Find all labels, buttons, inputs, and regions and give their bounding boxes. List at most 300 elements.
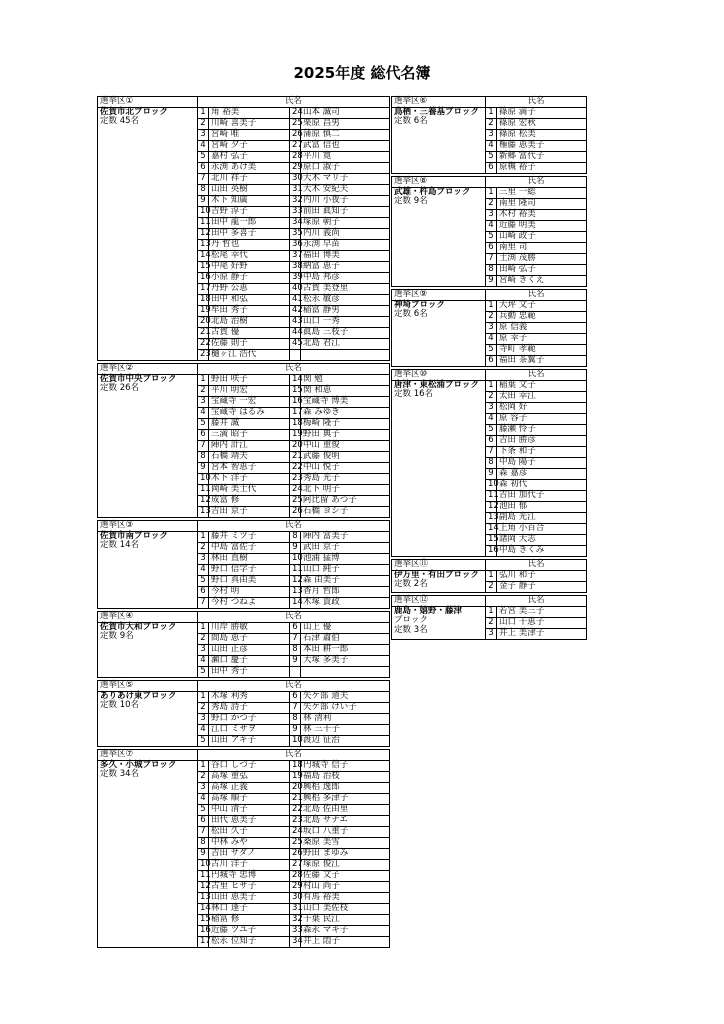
member-name: 関 和恵	[301, 386, 390, 397]
member-number: 9	[198, 849, 209, 860]
member-name: 野田 まゆみ	[301, 849, 390, 860]
member-number: 17	[290, 408, 301, 419]
table-row	[98, 108, 390, 119]
member-name: 篠原 宏秋	[497, 119, 587, 130]
member-number: 2	[486, 618, 497, 629]
member-name: 藤井 誠	[209, 419, 290, 430]
member-name: 山口 千恵子	[497, 618, 587, 629]
member-name: 若宮 美三子	[497, 607, 587, 618]
member-name: 中島 陽子	[497, 458, 587, 469]
member-number: 5	[198, 152, 209, 163]
member-number: 10	[198, 474, 209, 485]
member-number: 21	[290, 794, 301, 805]
member-name: 木村 裕美	[497, 210, 587, 221]
district-block	[97, 749, 389, 948]
member-number: 3	[486, 130, 497, 141]
member-number: 12	[290, 576, 301, 587]
member-number: 40	[290, 284, 301, 295]
member-number: 6	[486, 243, 497, 254]
district-name: 佐賀市中央ブロック	[100, 374, 177, 384]
member-name: 北島 君江	[301, 339, 390, 350]
member-number: 8	[290, 645, 301, 656]
table-row	[98, 692, 390, 703]
district-table	[391, 176, 587, 287]
member-name: 原 幸子	[497, 334, 587, 345]
member-name: 野口 信学子	[209, 565, 290, 576]
member-name: 新郷 富代子	[497, 152, 587, 163]
member-number: 21	[290, 452, 301, 463]
member-number: 12	[198, 229, 209, 240]
member-number: 2	[198, 543, 209, 554]
member-number: 9	[290, 543, 301, 554]
district-name: 唐津・東松浦ブロック	[394, 380, 479, 390]
member-number: 8	[198, 452, 209, 463]
member-name: 高塚 順子	[209, 794, 290, 805]
member-name: 興梠 逸郎	[301, 783, 390, 794]
member-number: 10	[486, 480, 497, 491]
member-name: 山田 英樹	[209, 185, 290, 196]
district-header-row	[392, 290, 587, 301]
member-number: 3	[198, 783, 209, 794]
member-number: 2	[198, 703, 209, 714]
member-number: 26	[290, 507, 301, 518]
member-name: 中尾 好野	[209, 262, 290, 273]
district-header-row	[98, 364, 390, 375]
member-number: 14	[198, 251, 209, 262]
member-number: 3	[198, 645, 209, 656]
member-name: 成富 修	[209, 496, 290, 507]
member-number: 5	[198, 576, 209, 587]
member-number: 8	[486, 458, 497, 469]
district-info	[392, 188, 486, 287]
member-number: 4	[486, 414, 497, 425]
member-number: 1	[486, 571, 497, 582]
member-name: 野田 咲子	[209, 375, 290, 386]
member-name: 池田 郁	[497, 502, 587, 513]
member-number: 16	[198, 926, 209, 937]
member-number: 15	[198, 915, 209, 926]
table-row	[392, 108, 587, 119]
district-label: 選挙区⑪	[392, 560, 486, 571]
member-number: 2	[198, 772, 209, 783]
member-name: 阿比留 あつ子	[301, 496, 390, 507]
member-name: 松田 久子	[209, 827, 290, 838]
member-number: 7	[198, 441, 209, 452]
member-number: 6	[486, 163, 497, 174]
member-name: 石橋 靖夫	[209, 452, 290, 463]
district-header-row	[392, 177, 587, 188]
district-table	[391, 369, 587, 557]
member-name: 間島 恵子	[209, 634, 290, 645]
district-label: 選挙区⑤	[98, 681, 198, 692]
member-number: 11	[198, 218, 209, 229]
member-number: 16	[198, 273, 209, 284]
district-header-row	[392, 97, 587, 108]
member-name: 稲葉 文子	[497, 381, 587, 392]
table-row	[98, 623, 390, 634]
member-number: 29	[290, 882, 301, 893]
district-name: 伊万里・有田ブロック	[394, 570, 479, 580]
member-number: 19	[290, 430, 301, 441]
member-number: 7	[198, 598, 209, 609]
member-number: 24	[290, 108, 301, 119]
member-name: 佐藤 文子	[301, 871, 390, 882]
district-name: 武雄・杵島ブロック	[394, 187, 471, 197]
district-table	[97, 96, 390, 361]
district-quota: 定数 45名	[100, 116, 140, 127]
member-number: 1	[486, 301, 497, 312]
member-number: 4	[486, 221, 497, 232]
district-block	[97, 363, 389, 518]
member-name: 北島 サナエ	[301, 816, 390, 827]
member-number: 3	[486, 403, 497, 414]
member-name: 中山 悦子	[301, 463, 390, 474]
member-name: 内川 義尚	[301, 229, 390, 240]
member-number: 8	[290, 714, 301, 725]
table-row	[392, 607, 587, 618]
name-column-header: 氏名	[198, 521, 390, 532]
member-number: 9	[198, 463, 209, 474]
member-name: 山口 純子	[301, 565, 390, 576]
member-number: 9	[290, 656, 301, 667]
member-number: 16	[290, 397, 301, 408]
district-info	[392, 301, 486, 367]
member-name: 金子 静子	[497, 582, 587, 593]
member-name: 大塚 多美子	[301, 656, 390, 667]
member-name: 円城寺 忠博	[209, 871, 290, 882]
member-number: 8	[198, 185, 209, 196]
district-block	[391, 96, 586, 174]
district-block	[97, 611, 389, 678]
table-row	[98, 761, 390, 772]
district-quota: 定数 3名	[394, 624, 428, 635]
member-number: 14	[290, 598, 301, 609]
member-number: 36	[290, 240, 301, 251]
member-name: 木塚 利秀	[209, 692, 290, 703]
member-number: 18	[290, 419, 301, 430]
district-table	[391, 96, 587, 174]
member-name: 中島 邦彦	[301, 273, 390, 284]
member-number: 4	[198, 794, 209, 805]
member-name: 田中 和弘	[209, 295, 290, 306]
member-name: 田崎 弘子	[497, 265, 587, 276]
name-column-header: 氏名	[486, 290, 587, 301]
member-number: 6	[486, 436, 497, 447]
member-name: 丹 哲也	[209, 240, 290, 251]
district-info	[98, 761, 198, 948]
district-block	[391, 289, 586, 367]
district-info	[98, 623, 198, 678]
member-name: 下条 和子	[497, 447, 587, 458]
member-name: 武田 京子	[301, 543, 390, 554]
member-number: 25	[290, 119, 301, 130]
member-number: 13	[486, 513, 497, 524]
district-table	[391, 289, 587, 367]
district-table	[391, 559, 587, 593]
district-header-row	[98, 750, 390, 761]
member-name: 宮崎 きくえ	[497, 276, 587, 287]
member-name: 平川 明宏	[209, 386, 290, 397]
district-label: 選挙区①	[98, 97, 198, 108]
member-number: 31	[290, 185, 301, 196]
member-name: 山田 アキ子	[209, 736, 290, 747]
member-number: 30	[290, 893, 301, 904]
member-name: 宝蔵寺 一宏	[209, 397, 290, 408]
member-name: 吉田 加代子	[497, 491, 587, 502]
name-column-header: 氏名	[486, 97, 587, 108]
member-name: 山上 優	[301, 623, 390, 634]
member-name: 森永 マキ子	[301, 926, 390, 937]
district-table	[97, 520, 390, 609]
member-number: 3	[198, 130, 209, 141]
member-name: 山本 誠司	[301, 108, 390, 119]
member-number: 43	[290, 317, 301, 328]
member-name: 永渕 早苗	[301, 240, 390, 251]
member-name: 渡辺 征治	[301, 736, 390, 747]
district-table	[97, 680, 390, 747]
district-info	[392, 108, 486, 174]
member-name: 兵動 忠範	[497, 312, 587, 323]
district-table	[391, 595, 587, 640]
member-name: 中山 清子	[209, 805, 290, 816]
member-name: 陣内 計江	[209, 441, 290, 452]
member-number: 15	[486, 535, 497, 546]
district-block	[97, 520, 389, 609]
member-number: 14	[486, 524, 497, 535]
member-name: 松永 位知子	[209, 937, 290, 948]
member-name: 田中 龍一郎	[209, 218, 290, 229]
member-number: 42	[290, 306, 301, 317]
member-number: 18	[290, 761, 301, 772]
name-column-header: 氏名	[198, 97, 390, 108]
member-name: 石津 肅伯	[301, 634, 390, 645]
member-number: 3	[486, 629, 497, 640]
member-number: 19	[198, 306, 209, 317]
member-name: 南里 司	[497, 243, 587, 254]
district-name: 佐賀市南ブロック	[100, 531, 168, 541]
district-label: 選挙区⑫	[392, 596, 486, 607]
member-name: 本田 耕一郎	[301, 645, 390, 656]
member-name: 権藤 恵美子	[497, 141, 587, 152]
member-number: 4	[198, 725, 209, 736]
district-block	[97, 96, 389, 361]
table-row	[392, 301, 587, 312]
member-number: 22	[290, 805, 301, 816]
member-number: 12	[486, 502, 497, 513]
member-name: 宮崎 唯	[209, 130, 290, 141]
district-label: 選挙区⑥	[392, 97, 486, 108]
member-name: 高塚 重弘	[209, 772, 290, 783]
member-number: 20	[290, 783, 301, 794]
district-name: ありあけ東ブロック	[100, 691, 177, 701]
member-number: 20	[198, 317, 209, 328]
member-number: 14	[290, 375, 301, 386]
member-name	[301, 667, 390, 678]
member-number: 19	[290, 772, 301, 783]
member-number: 34	[290, 937, 301, 948]
member-name: 丹野 公恵	[209, 284, 290, 295]
member-number: 10	[198, 207, 209, 218]
member-number: 9	[486, 276, 497, 287]
district-label: 選挙区⑦	[98, 750, 198, 761]
member-name: 稲冨 修	[209, 915, 290, 926]
member-number: 12	[198, 882, 209, 893]
member-name: 藤井 ミツ子	[209, 532, 290, 543]
member-name: 稲富 静男	[301, 306, 390, 317]
member-number: 14	[198, 904, 209, 915]
district-block	[391, 595, 586, 640]
member-number: 5	[486, 152, 497, 163]
member-number: 4	[198, 565, 209, 576]
member-name: 矢ケ部 道夫	[301, 692, 390, 703]
member-number: 38	[290, 262, 301, 273]
member-number: 4	[486, 334, 497, 345]
member-name: 中山 重俊	[301, 441, 390, 452]
member-number: 1	[486, 108, 497, 119]
member-number: 5	[486, 345, 497, 356]
member-number: 12	[198, 496, 209, 507]
member-number: 29	[290, 163, 301, 174]
member-name: 原 信義	[497, 323, 587, 334]
member-number: 2	[486, 119, 497, 130]
member-number: 1	[198, 108, 209, 119]
district-label: 選挙区⑧	[392, 177, 486, 188]
member-name: 原 容子	[497, 414, 587, 425]
member-name: 円城寺 信子	[301, 761, 390, 772]
district-quota: 定数 16名	[394, 389, 434, 400]
member-number: 6	[198, 587, 209, 598]
district-block	[391, 176, 586, 287]
name-column-header: 氏名	[486, 370, 587, 381]
member-name: 栗原 昌男	[301, 119, 390, 130]
member-number: 33	[290, 207, 301, 218]
member-number: 6	[290, 692, 301, 703]
member-name: 内川 小夜子	[301, 196, 390, 207]
member-number: 4	[198, 141, 209, 152]
member-number: 9	[198, 196, 209, 207]
member-name: 関 勉	[301, 375, 390, 386]
member-name: 上角 小百合	[497, 524, 587, 535]
member-number: 5	[486, 232, 497, 243]
member-number: 17	[198, 937, 209, 948]
member-name: 松永 敏彦	[301, 295, 390, 306]
member-number: 9	[290, 725, 301, 736]
district-quota: 定数 9名	[394, 196, 428, 207]
member-number: 2	[198, 119, 209, 130]
member-number: 5	[486, 425, 497, 436]
member-name: 石橋 ヨシ子	[301, 507, 390, 518]
table-row	[392, 188, 587, 199]
member-number: 16	[486, 546, 497, 557]
member-number: 11	[486, 491, 497, 502]
member-number: 2	[198, 634, 209, 645]
member-name: 福島 治枝	[301, 772, 390, 783]
member-number: 1	[198, 532, 209, 543]
member-name: 中島 富佐子	[209, 543, 290, 554]
member-name: 樋ヶ江 浩代	[209, 350, 290, 361]
member-number: 7	[290, 703, 301, 714]
member-name: 木下 洋子	[209, 474, 290, 485]
member-number: 3	[486, 323, 497, 334]
member-number: 11	[198, 871, 209, 882]
district-name: 佐賀市北ブロック	[100, 107, 168, 117]
member-number: 8	[198, 838, 209, 849]
table-row	[392, 571, 587, 582]
district-name: 鹿島・嬉野・藤津	[394, 606, 463, 616]
member-name: 三里 一総	[497, 188, 587, 199]
member-number: 13	[198, 240, 209, 251]
member-number: 15	[290, 386, 301, 397]
member-name: 井上 美津子	[497, 629, 587, 640]
district-quota: 定数 9名	[100, 631, 134, 642]
member-name: 宝蔵寺 はるみ	[209, 408, 290, 419]
member-name: 宮崎 夕子	[209, 141, 290, 152]
district-label: 選挙区⑨	[392, 290, 486, 301]
member-name: 今村 明	[209, 587, 290, 598]
member-name: 原槻 裕子	[497, 163, 587, 174]
member-name: 原口 淑子	[301, 163, 390, 174]
district-name: 佐賀市大和ブロック	[100, 622, 177, 632]
member-number: 24	[290, 485, 301, 496]
member-name: 森 嘉彦	[497, 469, 587, 480]
district-info	[392, 381, 486, 557]
member-number: 41	[290, 295, 301, 306]
member-name: 北島 佐由里	[301, 805, 390, 816]
member-number: 24	[290, 827, 301, 838]
district-info	[98, 532, 198, 609]
member-name: 塚原 朝子	[301, 218, 390, 229]
member-name: 眞島 三枝子	[301, 328, 390, 339]
member-number: 10	[290, 736, 301, 747]
district-quota: 定数 26名	[100, 383, 140, 394]
district-header-row	[392, 370, 587, 381]
member-number: 13	[198, 893, 209, 904]
district-quota: 定数 14名	[100, 540, 140, 551]
member-name: 村山 尚子	[301, 882, 390, 893]
member-number	[290, 667, 301, 678]
district-info	[98, 375, 198, 518]
member-number: 5	[198, 736, 209, 747]
member-name: 江口 ミサヲ	[209, 725, 290, 736]
member-number: 28	[290, 871, 301, 882]
member-number: 33	[290, 926, 301, 937]
name-column-header: 氏名	[486, 560, 587, 571]
member-name: 今村 つねよ	[209, 598, 290, 609]
member-number: 10	[290, 554, 301, 565]
member-name: 田中 秀子	[209, 667, 290, 678]
member-name: 香月 哲郎	[301, 587, 390, 598]
district-table	[97, 749, 390, 948]
member-number: 7	[486, 447, 497, 458]
name-column-header: 氏名	[486, 177, 587, 188]
member-name: 武藤 俊明	[301, 452, 390, 463]
member-name: 篠原 松美	[497, 130, 587, 141]
member-number: 25	[290, 496, 301, 507]
member-number: 13	[198, 507, 209, 518]
member-number: 37	[290, 251, 301, 262]
member-name: 中林 みや	[209, 838, 290, 849]
member-name: 林 清利	[301, 714, 390, 725]
member-number: 4	[198, 656, 209, 667]
member-name: 前田 眞知子	[301, 207, 390, 218]
member-name: 秀島 光子	[301, 474, 390, 485]
district-quota: 定数 34名	[100, 769, 140, 780]
member-name: 坂口 八重子	[301, 827, 390, 838]
member-name: 中島 きくみ	[497, 546, 587, 557]
name-column-header: 氏名	[198, 612, 390, 623]
member-name: 蒲原 慎二	[301, 130, 390, 141]
member-number: 23	[290, 816, 301, 827]
